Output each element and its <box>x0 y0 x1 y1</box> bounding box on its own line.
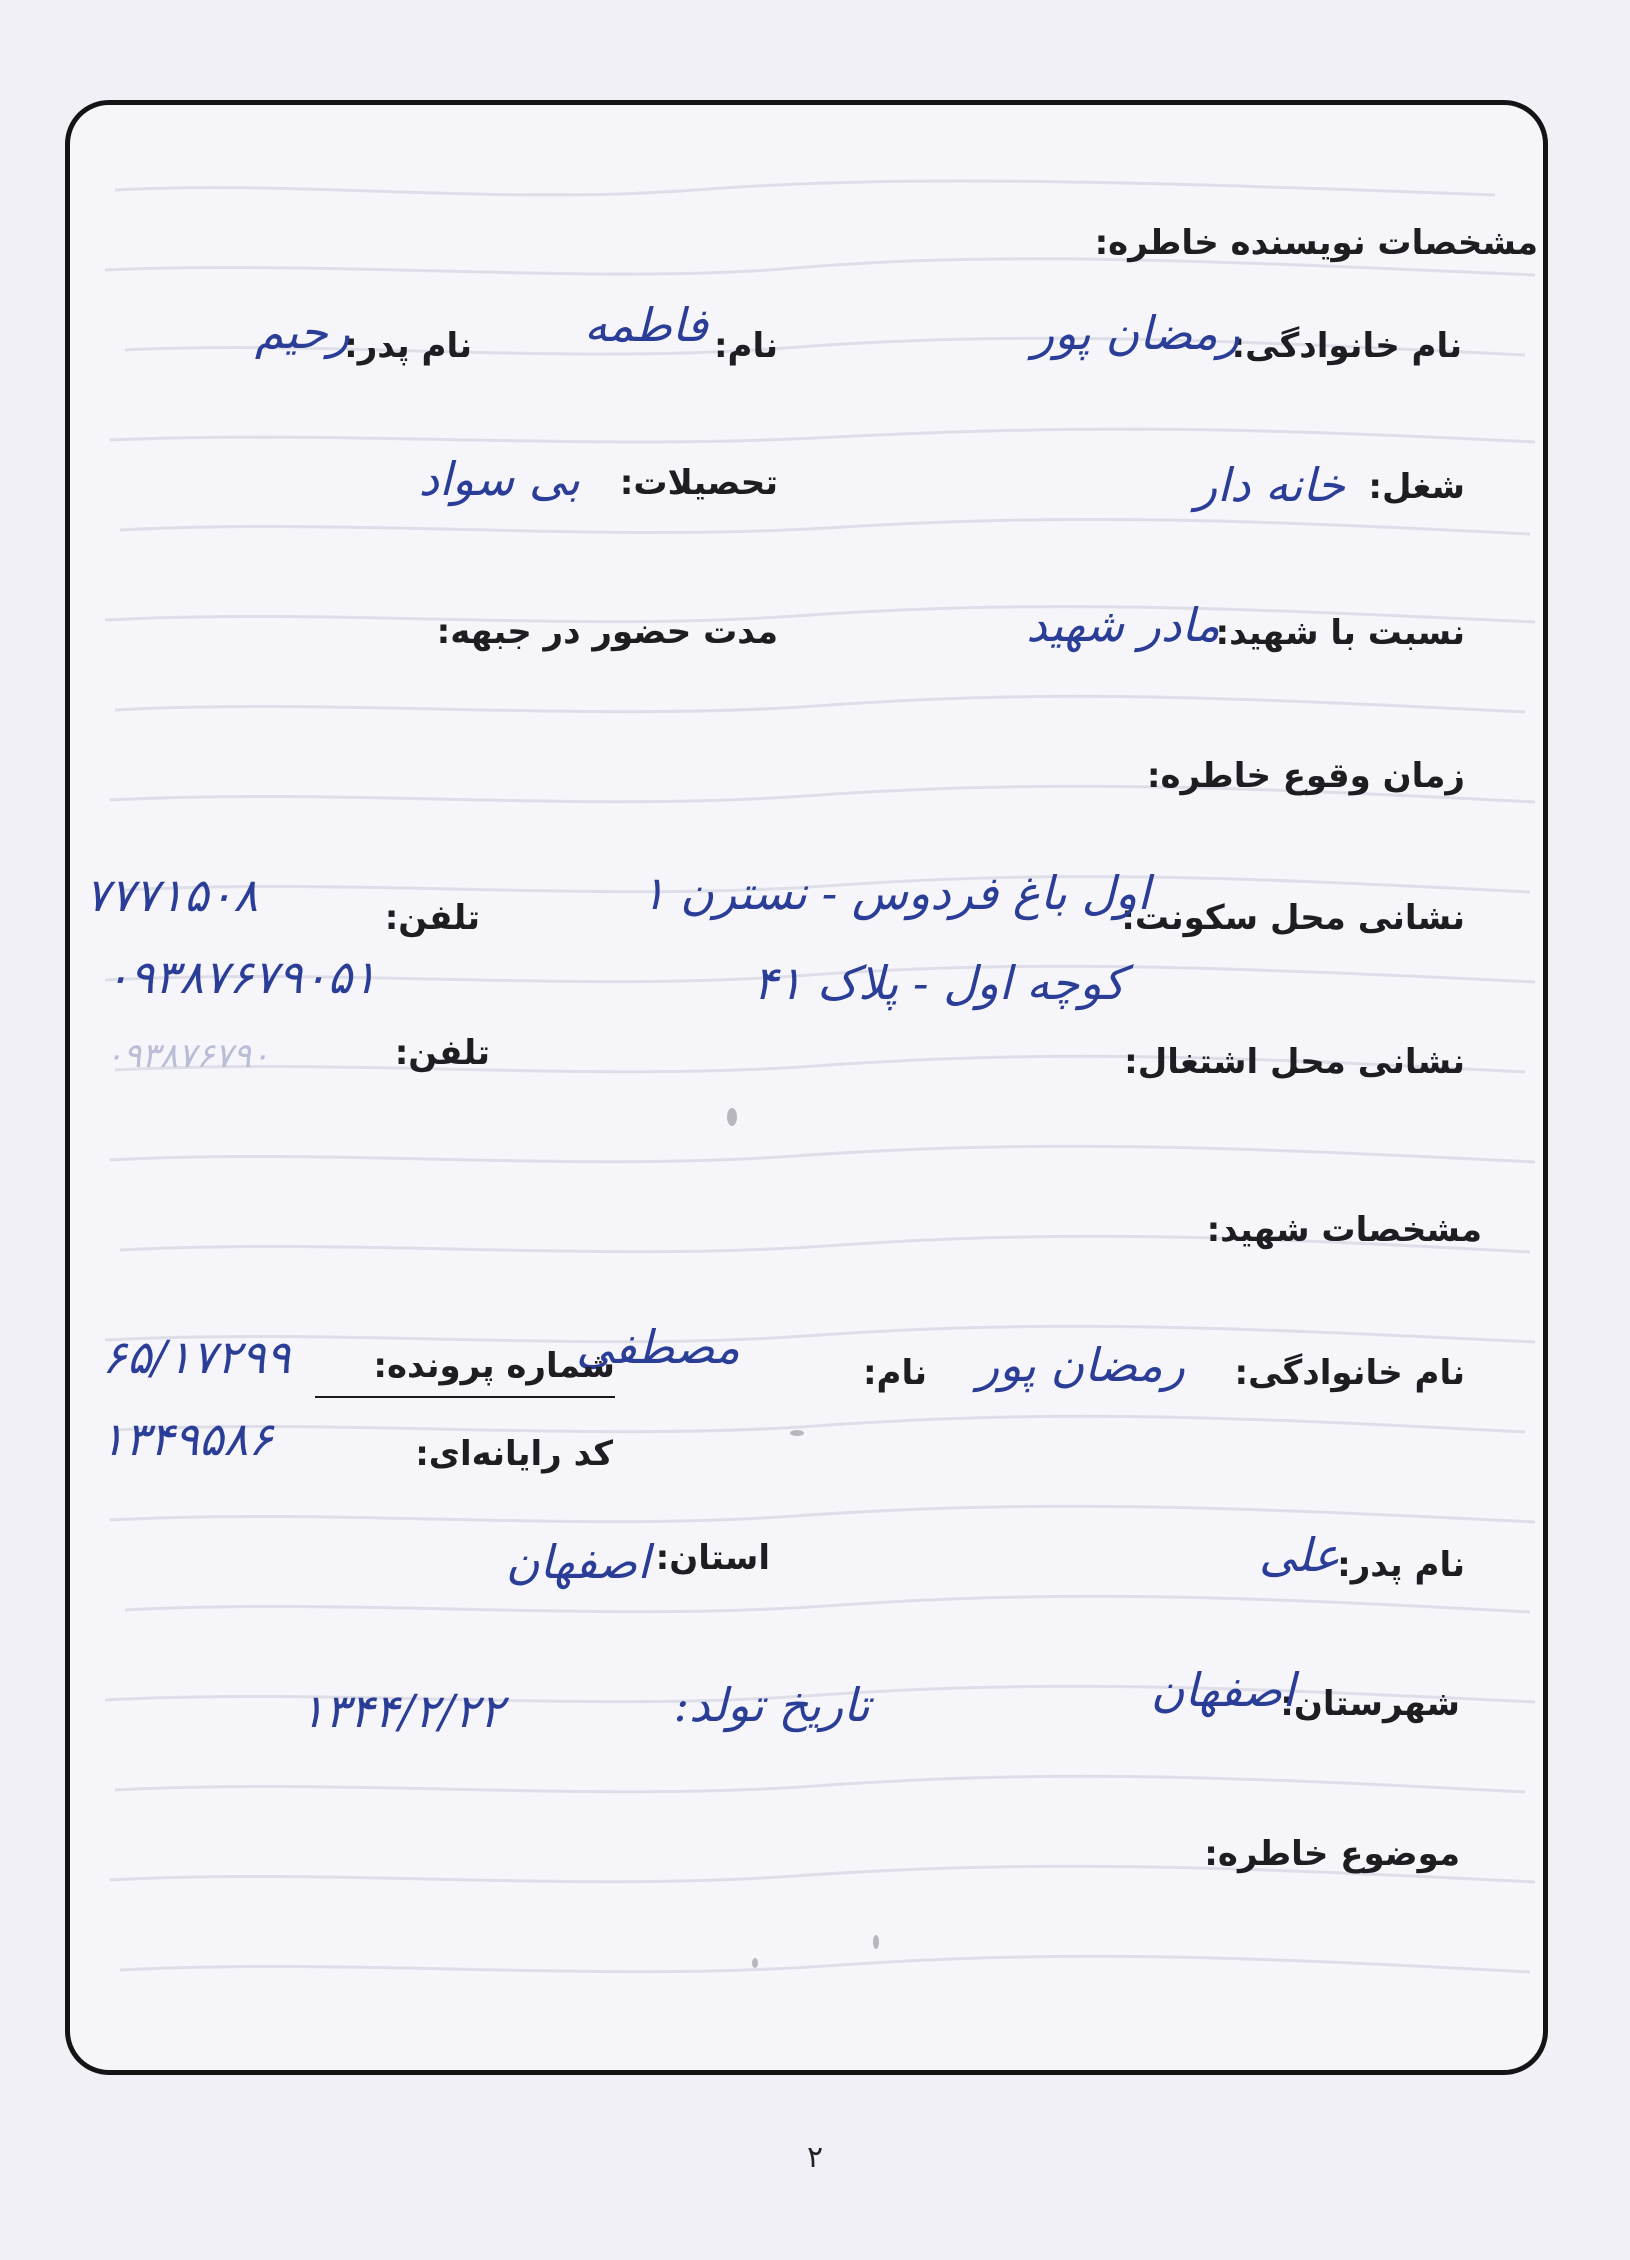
martyr-file-value: ۶۵/۱۷۲۹۹ <box>102 1330 291 1384</box>
writer-family-label: نام خانوادگی: <box>1231 326 1462 366</box>
paper-smudge <box>790 1430 804 1436</box>
writer-phone-value1: ۷۷۷۱۵۰۸ <box>85 868 258 922</box>
writer-education-value: بی سواد <box>418 452 580 506</box>
page-number: ۲ <box>806 2140 824 2175</box>
martyr-father-value: علی <box>1258 1528 1340 1582</box>
writer-front-duration-label: مدت حضور در جبهه: <box>436 612 778 652</box>
writer-job-value: خانه دار <box>1194 458 1345 512</box>
writer-time-label: زمان وقوع خاطره: <box>1146 756 1465 796</box>
form-frame <box>65 100 1548 2075</box>
martyr-birth-label: تاریخ تولد: <box>673 1678 870 1732</box>
writer-relation-value: مادر شهید <box>1026 598 1220 652</box>
martyr-father-label: نام پدر: <box>1337 1545 1465 1585</box>
writer-work-phone-label: تلفن: <box>394 1033 490 1073</box>
writer-section-heading: مشخصات نویسنده خاطره: <box>1094 223 1538 263</box>
writer-job-label: شغل: <box>1368 467 1465 507</box>
martyr-name-value: مصطفی <box>576 1320 740 1374</box>
writer-phone-label: تلفن: <box>384 898 480 938</box>
martyr-city-label: شهرستان: <box>1280 1684 1460 1724</box>
writer-address-label: نشانی محل سکونت: <box>1121 898 1465 938</box>
writer-work-address-label: نشانی محل اشتغال: <box>1124 1042 1465 1082</box>
writer-name-value: فاطمه <box>584 298 708 352</box>
martyr-name-label: نام: <box>862 1353 927 1393</box>
file-number-underline <box>315 1396 615 1398</box>
writer-work-phone-value: ۰۹۳۸۷۶۷۹۰ <box>105 1036 270 1076</box>
writer-phone-value2: ۰۹۳۸۷۶۷۹۰۵۱ <box>105 950 377 1004</box>
martyr-section-heading: مشخصات شهید: <box>1206 1210 1482 1250</box>
writer-address-line2: کوچه اول - پلاک ۴۱ <box>752 956 1125 1010</box>
martyr-family-label: نام خانوادگی: <box>1234 1353 1465 1393</box>
martyr-code-label: کد رایانه‌ای: <box>415 1434 613 1474</box>
writer-father-value: رحیم <box>254 305 350 359</box>
writer-relation-label: نسبت با شهید: <box>1215 613 1465 653</box>
martyr-family-value: رمضان پور <box>977 1338 1185 1392</box>
writer-name-label: نام: <box>713 326 778 366</box>
martyr-province-value: اصفهان <box>505 1535 650 1589</box>
martyr-file-label: شماره پرونده: <box>373 1346 615 1386</box>
martyr-birth-value: ۱۳۴۴/۲/۲۲ <box>300 1684 504 1738</box>
writer-family-value: رمضان پور <box>1032 306 1240 360</box>
martyr-province-label: استان: <box>655 1538 770 1578</box>
martyr-city-value: اصفهان <box>1150 1663 1295 1717</box>
writer-education-label: تحصیلات: <box>619 463 778 503</box>
paper-smudge <box>727 1108 737 1126</box>
paper-smudge <box>752 1958 758 1968</box>
paper-smudge <box>873 1935 879 1949</box>
writer-father-label: نام پدر: <box>344 326 472 366</box>
writer-address-line1: اول باغ فردوس - نسترن ۱ <box>640 866 1150 920</box>
martyr-code-value: ۱۳۴۹۵۸۶ <box>100 1412 273 1466</box>
martyr-subject-label: موضوع خاطره: <box>1204 1834 1460 1874</box>
